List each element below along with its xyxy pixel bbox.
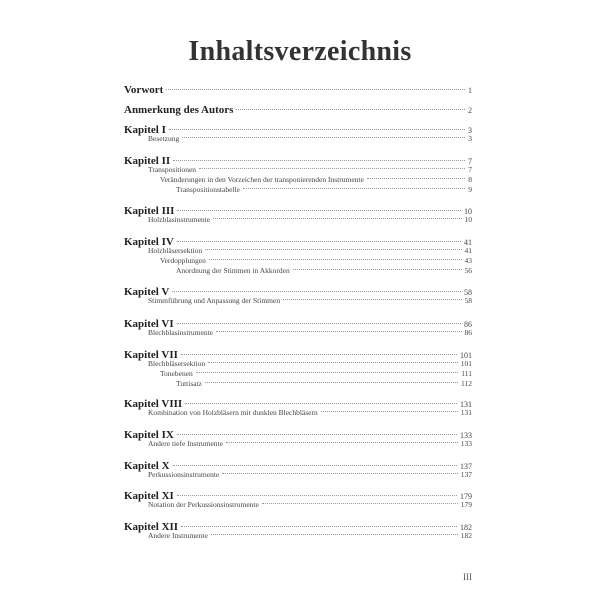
toc-entry-page: 112 [461,379,472,388]
toc-section-entry [124,379,472,388]
toc-leader-dots [226,442,458,443]
toc-leader-dots [182,137,465,138]
toc-entry-label: Besetzung [148,134,180,143]
toc-leader-dots [196,372,459,373]
toc-entry-page: 58 [464,288,472,297]
toc-leader-dots [293,269,462,270]
toc-section-entry [124,165,472,174]
toc-entry-label: Kapitel IV [124,236,174,248]
toc-entry-label: Tuttisatz [176,379,202,388]
toc-entry-label: Kapitel VIII [124,398,183,410]
toc-entry-label: Andere Instrumente [148,531,208,540]
toc-entry-label: Perkussionsinstrumente [148,470,220,479]
toc-section-entry [124,266,472,275]
toc-entry-page: 10 [464,207,472,216]
toc-entry-label: Andere tiefe Instrumente [148,439,223,448]
toc-entry-label: Kapitel VII [124,349,178,361]
page-number: III [463,572,472,582]
toc-leader-dots [209,259,462,260]
toc-entry-page: 58 [464,296,472,305]
toc-entry-page: 56 [464,266,472,275]
toc-section-entry [124,215,472,224]
toc-leader-dots [211,534,458,535]
toc-entry-page: 10 [464,215,472,224]
toc-entry-label: Tonebenen [160,369,193,378]
toc-entry-label: Veränderungen in den Vorzeichen der transponierenden Instrumente [160,175,364,184]
toc-section-entry [124,328,472,337]
toc-leader-dots [243,188,465,189]
toc-entry-page: 3 [468,126,472,135]
toc-leader-dots [205,382,458,383]
toc-leader-dots [205,249,461,250]
toc-entry-page: 9 [468,185,472,194]
toc-leader-dots [177,495,457,496]
toc-entry-label: Verdopplungen [160,256,206,265]
toc-section-entry [124,134,472,143]
toc-leader-dots [177,241,461,242]
toc-entry-page: 7 [468,165,472,174]
toc-leader-dots [177,210,461,211]
toc-section-entry [124,256,472,265]
toc-entry-page: 1 [468,86,472,95]
toc-entry-page: 101 [460,351,472,360]
toc-entry-page: 41 [464,238,472,247]
toc-leader-dots [216,331,462,332]
toc-section-entry [124,296,472,305]
toc-entry-page: 137 [460,470,472,479]
toc-entry-label: Holzbläsersektion [148,246,203,255]
toc-section-entry [124,439,472,448]
toc-entry-page: 182 [460,523,472,532]
toc-entry-page: 86 [464,320,472,329]
toc-entry-page: 133 [460,439,472,448]
toc-entry-label: Kapitel IX [124,429,174,441]
toc-leader-dots [169,129,465,130]
toc-entry-page: 2 [468,106,472,115]
toc-entry-label: Kapitel XII [124,521,179,533]
toc-leader-dots [173,160,465,161]
toc-entry-page: 111 [461,369,472,378]
toc-leader-dots [222,473,458,474]
toc-entry-page: 131 [460,408,472,417]
toc-entry-page: 101 [460,359,472,368]
toc-chapter-entry [124,104,472,116]
toc-leader-dots [172,291,461,292]
toc-section-entry [124,408,472,417]
toc-leader-dots [166,89,465,90]
toc-section-entry [124,246,472,255]
toc-entry-page: 179 [460,500,472,509]
toc-entry-label: Kapitel I [124,124,166,136]
toc-leader-dots [181,354,457,355]
toc-leader-dots [321,411,458,412]
toc-entry-page: 182 [460,531,472,540]
toc-entry-label: Anmerkung des Autors [124,104,234,116]
toc-entry-page: 86 [464,328,472,337]
toc-entry-page: 179 [460,492,472,501]
toc-entry-page: 137 [460,462,472,471]
toc-entry-page: 133 [460,431,472,440]
toc-leader-dots [236,109,465,110]
toc-entry-label: Kapitel II [124,155,171,167]
toc-leader-dots [208,362,458,363]
toc-section-entry [124,359,472,368]
toc-entry-label: Kapitel X [124,460,170,472]
toc-entry-page: 43 [464,256,472,265]
toc-entry-label: Kapitel VI [124,318,174,330]
toc-entry-label: Transpositionen [148,165,197,174]
toc-entry-label: Anordnung der Stimmen in Akkorden [176,266,290,275]
toc-entry-label: Vorwort [124,84,164,96]
toc-leader-dots [177,434,457,435]
toc-leader-dots [367,178,465,179]
toc-entry-page: 131 [460,400,472,409]
toc-leader-dots [185,403,457,404]
toc-entry-label: Kapitel III [124,205,175,217]
toc-entry-label: Kombination von Holzbläsern mit dunklen Blechbläsern [148,408,318,417]
toc-entry-page: 3 [468,134,472,143]
toc-section-entry [124,470,472,479]
toc-entry-page: 8 [468,175,472,184]
toc-entry-label: Blechblasinstrumente [148,328,213,337]
toc-entry-page: 41 [464,246,472,255]
toc-entry-label: Kapitel XI [124,490,174,502]
toc-leader-dots [283,299,461,300]
toc-leader-dots [199,168,465,169]
toc-section-entry [124,175,472,184]
toc-entry-label: Stimmführung und Anpassung der Stimmen [148,296,281,305]
toc-entry-label: Transpositionstabelle [176,185,240,194]
toc-entry-page: 7 [468,157,472,166]
toc-section-entry [124,185,472,194]
page-title: Inhaltsverzeichnis [188,36,412,67]
toc-leader-dots [181,526,457,527]
toc-entry-label: Holzblasinstrumente [148,215,211,224]
toc-leader-dots [177,323,461,324]
toc-leader-dots [173,465,457,466]
toc-section-entry [124,369,472,378]
toc-entry-label: Kapitel V [124,286,170,298]
toc-leader-dots [213,218,461,219]
toc-section-entry [124,500,472,509]
toc-leader-dots [262,503,458,504]
toc-entry-label: Notation der Perkussionsinstrumente [148,500,259,509]
toc-section-entry [124,531,472,540]
toc-chapter-entry [124,84,472,96]
toc-entry-label: Blechbläsersektion [148,359,206,368]
